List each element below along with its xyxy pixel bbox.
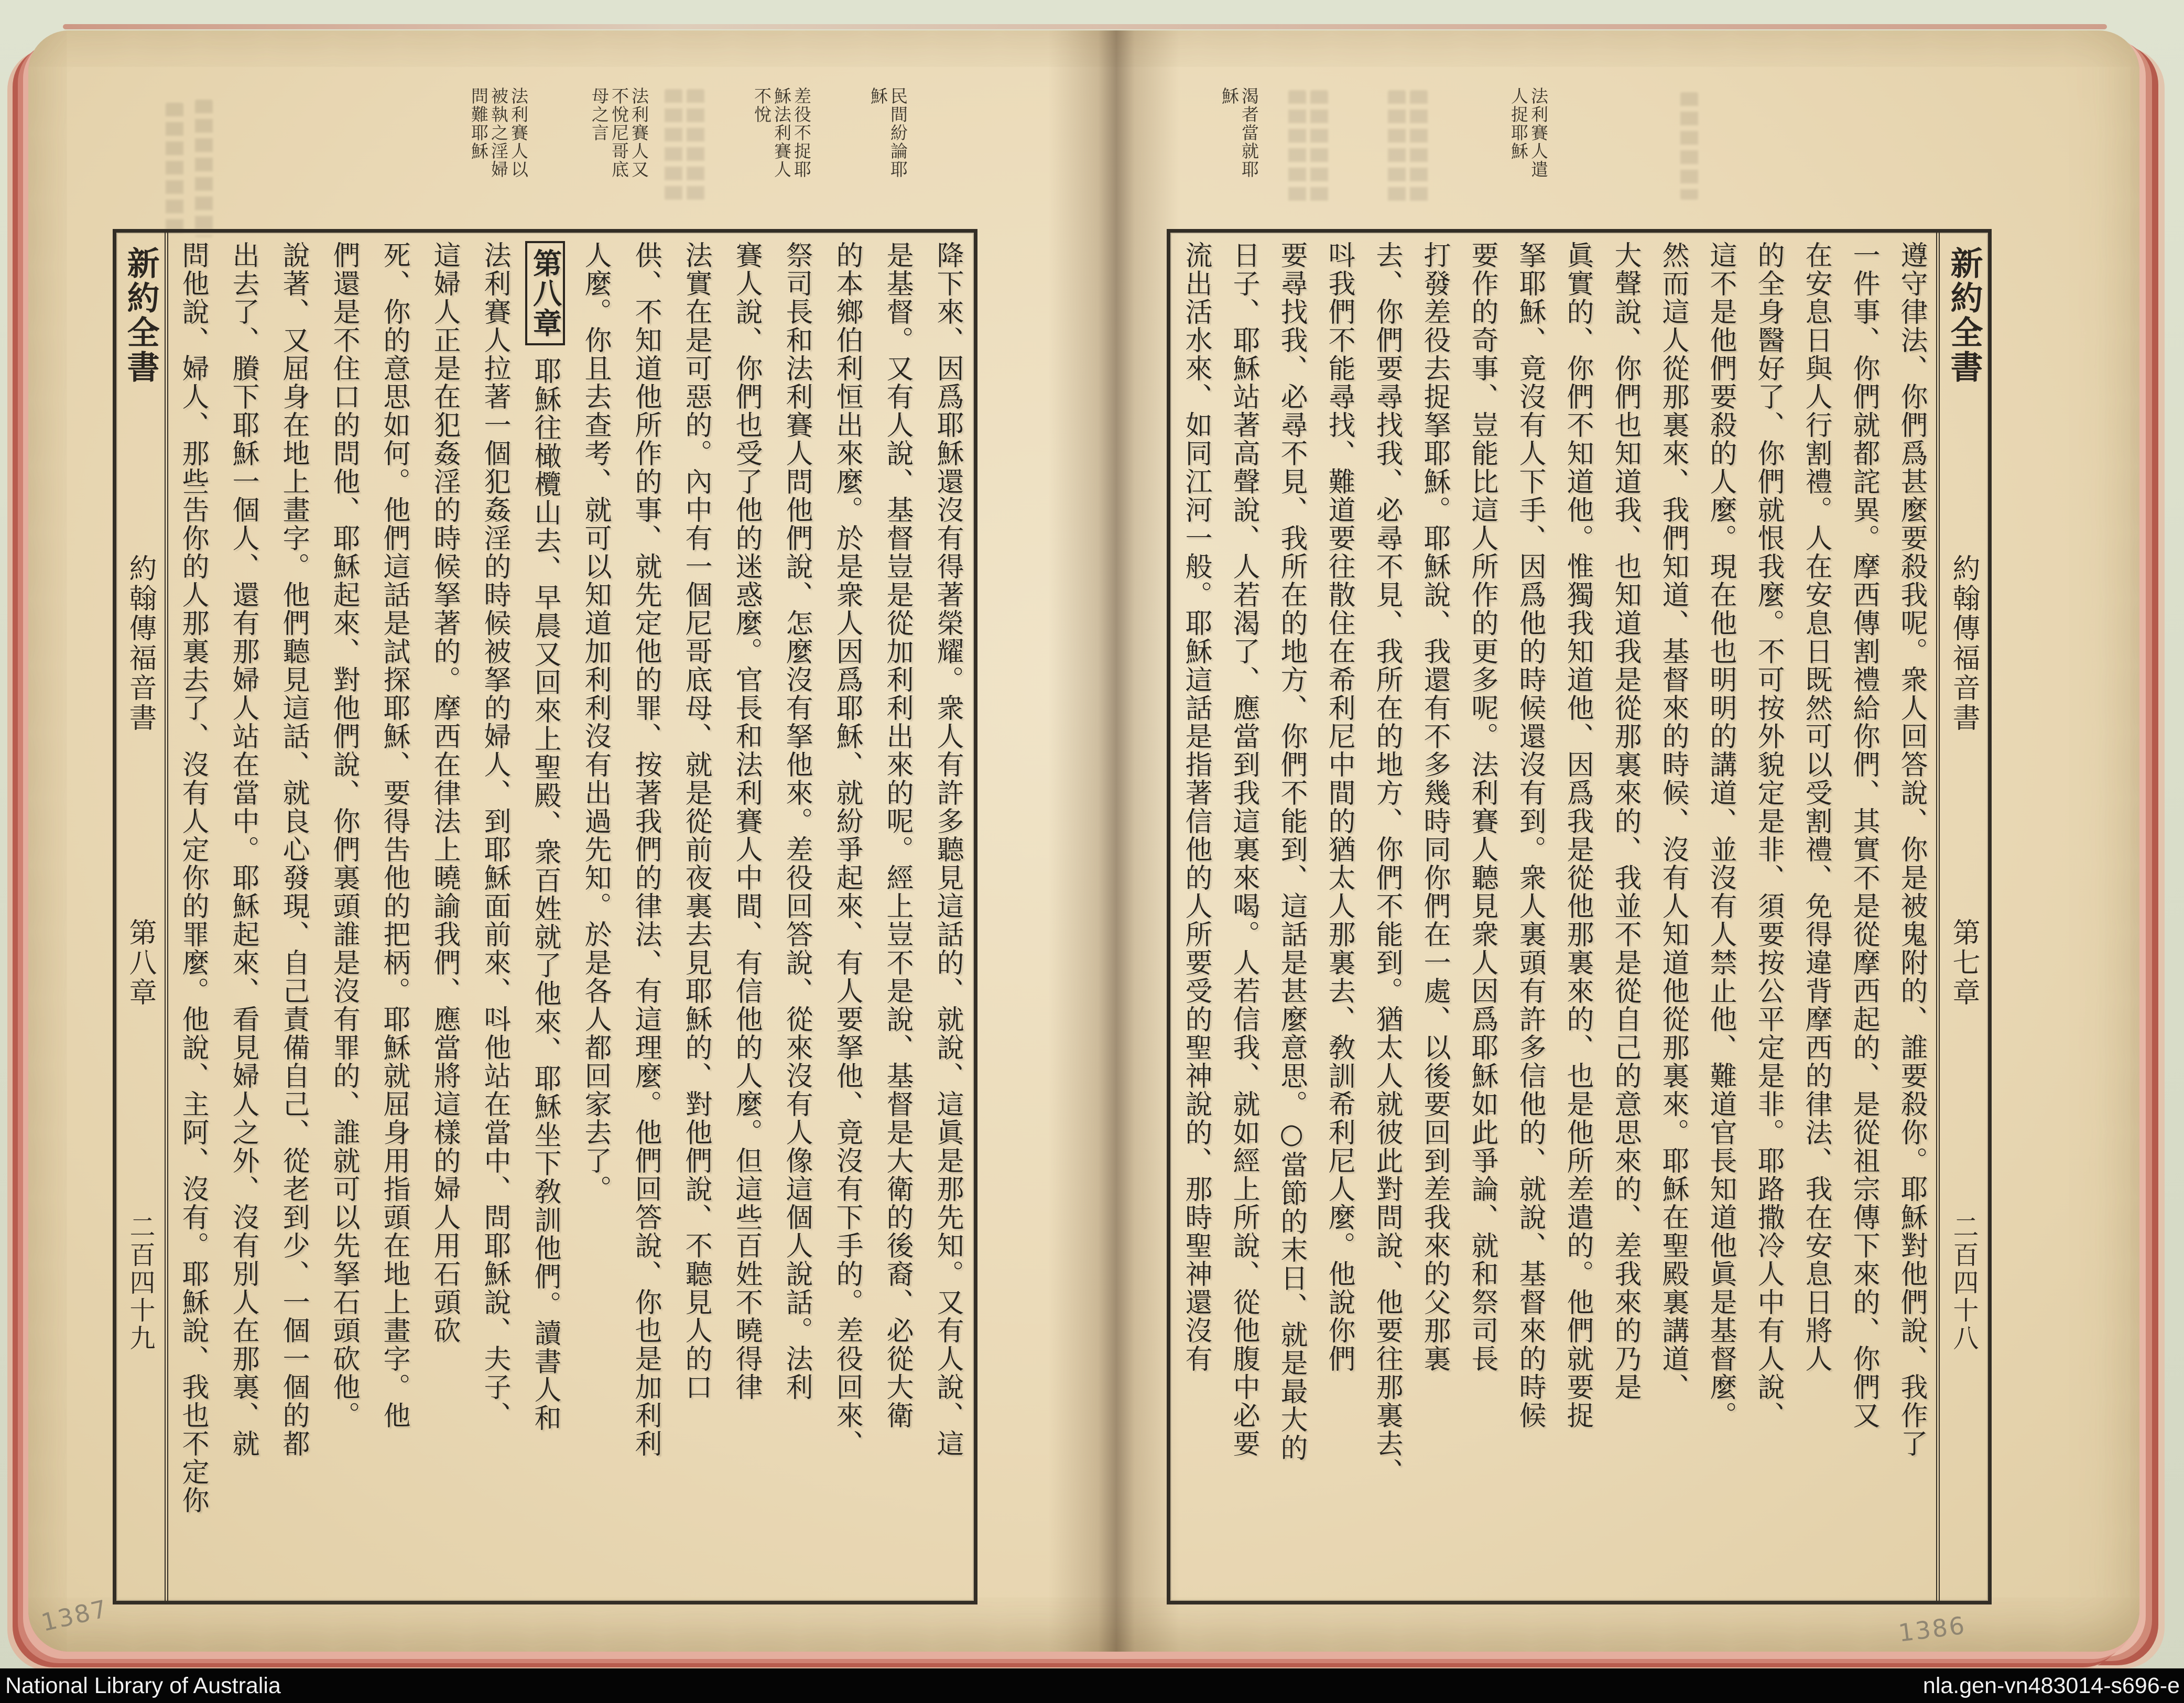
pencil-mark-left: 1387 [38, 1594, 111, 1637]
bleedthrough-mark [665, 89, 682, 200]
margin-note: 法利賽人遣人捉耶穌 [1508, 87, 1549, 179]
bleedthrough-mark [166, 103, 183, 234]
left-page-column-3: 的本鄉伯利恒出來麼。於是衆人因爲耶穌、就紛爭起來、有人要拏他、竟沒有下手的。差役回來、 [831, 241, 863, 1458]
right-page-column-10: 要作的奇事、豈能比這人所作的更多呢。法利賽人聽見衆人因爲耶穌如此爭論、就和祭司長 [1466, 241, 1498, 1373]
bleedthrough-mark [687, 89, 704, 200]
left-page-column-13: 們還是不住口的問他、耶穌起來、對他們說、你們裏頭誰是沒有罪的、誰就可以先拏石頭砍他。 [328, 241, 360, 1429]
bleedthrough-mark [1388, 90, 1406, 202]
page-edge-top [63, 24, 2107, 29]
left-page-column-10: 法利賽人拉著一個犯姦淫的時候被拏的婦人、到耶穌面前來、呌他站在當中、問耶穌說、夫子、 [479, 241, 510, 1429]
image-id-label: nla.gen-vn483014-s696-e [1922, 1673, 2180, 1698]
left-page-column-12: 死、你的意思如何。他們這話是試探耶穌、要得吿他的把柄。耶穌就屈身用指頭在地上畫字。他 [378, 241, 410, 1429]
library-label: National Library of Australia [5, 1673, 281, 1698]
gospel-title: 約翰傳福音書 [125, 554, 157, 733]
left-page-column-14: 說著、又屈身在地上畫字。他們聽見這話、就良心發現、自己責備自己、從老到少、一個一個的都 [278, 241, 309, 1458]
right-page-column-11: 打發差役去捉拏耶穌。耶穌說、我還有不多幾時同你們在一處、以後要回到差我來的父那裏 [1419, 241, 1450, 1373]
pencil-mark-right: 1386 [1897, 1611, 1968, 1647]
right-page-title-column [1936, 233, 1988, 1601]
left-page-column-6: 法實在是可惡的。內中有一個尼哥底母、就是從前夜裏去見耶穌的、對他們說、不聽見人的口 [680, 241, 712, 1401]
book-gutter-shadow [1048, 30, 1179, 1652]
left-page-column-5: 賽人說、你們也受了他的迷惑麼。官長和法利賽人中間、有信他的人麼。但這些百姓不曉得律 [731, 241, 762, 1401]
bleedthrough-mark [195, 100, 213, 237]
book-title: 新約全書 [122, 246, 160, 385]
left-page-column-2: 是基督。又有人說、基督豈是從加利利出來的呢。經上豈不是說、基督是大衛的後裔、必從大衛 [882, 241, 913, 1429]
right-page-column-15: 日子、耶穌站著高聲說、人若渴了、應當到我這裏來喝。人若信我、就如經上所說、從他腹中必要 [1228, 241, 1259, 1458]
right-page-column-3: 在安息日與人行割禮。人在安息日既然可以受割禮、免得違背摩西的律法、我在安息日將人 [1800, 241, 1832, 1373]
right-page-column-7: 大聲說、你們也知道我、也知道我是從那裏來的、我並不是從自己的意思來的、差我來的乃是 [1610, 241, 1641, 1401]
left-page-title-column [116, 233, 168, 1601]
margin-note: 法利賽人以被執之淫婦問難耶穌 [469, 87, 529, 179]
left-page-column-11: 這婦人正是在犯姦淫的時候拏著的。摩西在律法上曉諭我們、應當將這樣的婦人用石頭砍 [429, 241, 460, 1345]
book-title: 新約全書 [1945, 246, 1983, 385]
left-page-column-16: 問他說、婦人、那些吿你的人那裏去了、沒有人定你的罪麼。他說、主阿、沒有。耶穌說、我也不定你 [177, 241, 209, 1514]
right-page-column-9: 拏耶穌、竟沒有人下手、因爲他的時候還沒有到。衆人裏頭有許多信他的、就說、基督來的時候 [1514, 241, 1546, 1429]
margin-note: 渴者當就耶穌 [1219, 87, 1259, 179]
margin-note: 民間紛論耶穌 [868, 87, 908, 179]
left-page-column-8: 人麼。你且去查考、就可以知道加利利沒有出過先知。於是各人都回家去了。 [580, 241, 611, 1203]
left-page-frame [113, 229, 977, 1604]
chapter-label: 第八章 [125, 918, 157, 1008]
footer-bar [0, 1668, 2184, 1703]
right-page-column-16: 流出活水來、如同江河一般。耶穌這話是指著信他的人所要受的聖神說的、那時聖神還沒有 [1180, 241, 1212, 1373]
right-page-column-14: 要尋找我、必尋不見、我所在的地方、你們不能到、這話是甚麼意思。○當節的末日、就是最大的 [1276, 241, 1307, 1462]
gospel-title: 約翰傳福音書 [1948, 554, 1980, 733]
right-page-column-6: 然而這人從那裏來、我們知道、基督來的時候、沒有人知道他從那裏來。耶穌在聖殿裏講道、 [1657, 241, 1689, 1401]
right-page-column-8: 眞實的、你們不知道他。惟獨我知道他、因爲我是從他那裏來的、也是他所差遣的。他們就要捉 [1562, 241, 1593, 1429]
bleedthrough-mark [1288, 90, 1306, 202]
right-page-column-1: 遵守律法、你們爲甚麼要殺我呢。衆人回答說、你是被鬼附的、誰要殺你。耶穌對他們說、我作了 [1896, 241, 1927, 1458]
right-page-frame [1167, 229, 1992, 1604]
page-number-label: 二百四十九 [126, 1214, 156, 1352]
right-page-column-2: 一件事、你們就都詫異。摩西傳割禮給你們、其實不是從摩西起的、是從祖宗傳下來的、你們又 [1848, 241, 1879, 1429]
bleedthrough-mark [1680, 92, 1698, 200]
right-page-column-12: 去、你們要尋找我、必尋不見、我所在的地方、你們不能到。猶太人就彼此對問說、他要往那裏去、 [1371, 241, 1403, 1486]
right-page-body [1170, 233, 1936, 1601]
bleedthrough-mark [1310, 90, 1328, 202]
left-page-column-15: 出去了、賸下耶穌一個人、還有那婦人站在當中。耶穌起來、看見婦人之外、沒有別人在那裏、就 [227, 241, 259, 1458]
margin-note: 差役不捉耶穌法利賽人不悅 [752, 87, 812, 179]
chapter-8-heading: 第八章 [525, 241, 565, 345]
bleedthrough-mark [1410, 90, 1428, 202]
margin-note: 法利賽人又不悅尼哥底母之言 [589, 87, 649, 179]
right-page-column-4: 的全身醫好了、你們就恨我麼。不可按外貌定是非、須要按公平定是非。耶路撒冷人中有人說、 [1753, 241, 1784, 1429]
page-number-label: 二百四十八 [1949, 1214, 1979, 1352]
left-page-column-4: 祭司長和法利賽人問他們說、怎麼沒有拏他來。差役回答說、從來沒有人像這個人說話。法利 [781, 241, 812, 1401]
left-page-column-9: 第八章耶穌往橄欖山去、早晨又回來上聖殿、衆百姓就了他來、耶穌坐下敎訓他們。讀書人和 [520, 241, 570, 1592]
left-page-column-7: 供、不知道他所作的事、就先定他的罪、按著我們的律法、有這理麼。他們回答說、你也是加利利 [630, 241, 661, 1458]
left-page-body [168, 233, 974, 1601]
right-page-column-5: 這不是他們要殺的人麼。現在他也明明的講道、並沒有人禁止他、難道官長知道他眞是基督麼。 [1705, 241, 1736, 1429]
right-page-column-13: 呌我們不能尋找、難道要往散住在希利尼中間的猶太人那裏去、敎訓希利尼人麼。他說你們 [1323, 241, 1355, 1373]
left-page-column-1: 降下來、因爲耶穌還沒有得著榮耀。衆人有許多聽見這話的、就說、這眞是那先知。又有人說、這 [932, 241, 963, 1458]
chapter-label: 第七章 [1948, 918, 1980, 1008]
